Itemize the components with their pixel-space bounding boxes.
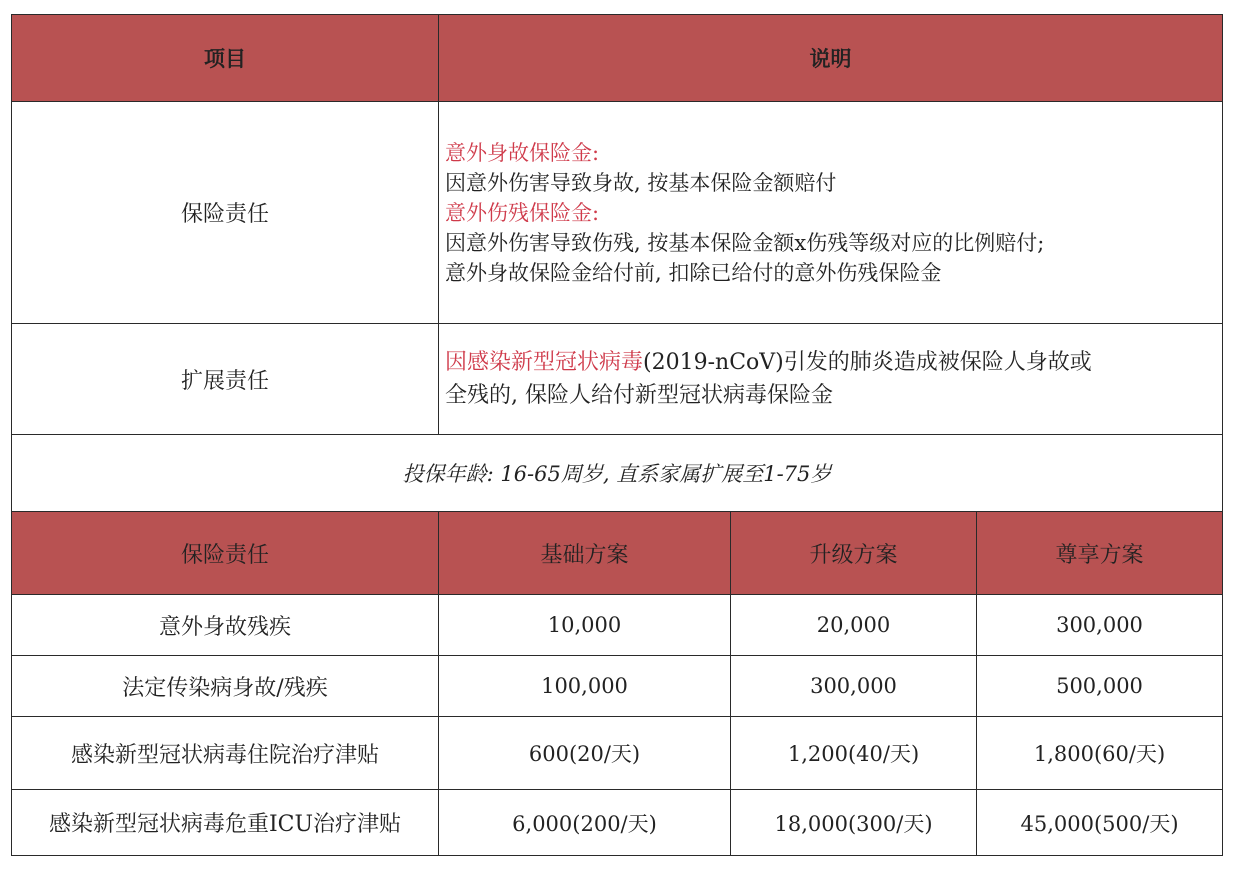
insurance-sheet bbox=[11, 14, 1222, 856]
plan-cell: 6,000(200/天) bbox=[439, 790, 731, 856]
plan-cell: 300,000 bbox=[731, 656, 977, 717]
extension-line-2: 全残的, 保险人给付新型冠状病毒保险金 bbox=[445, 383, 833, 408]
coverage-table bbox=[11, 14, 1223, 512]
plan-row bbox=[12, 717, 1223, 790]
plan-header-basic: 基础方案 bbox=[439, 512, 731, 595]
plan-header-liability: 保险责任 bbox=[12, 512, 439, 595]
plan-header-row bbox=[12, 512, 1223, 595]
plan-cell: 45,000(500/天) bbox=[977, 790, 1223, 856]
age-note: 投保年龄: 16-65周岁, 直系家属扩展至1-75岁 bbox=[12, 435, 1223, 512]
extension-line-1-rest: (2019-nCoV)引发的肺炎造成被保险人身故或 bbox=[643, 350, 1092, 375]
plan-cell: 感染新型冠状病毒住院治疗津贴 bbox=[12, 717, 439, 790]
coverage-row-liability bbox=[12, 102, 1223, 324]
plan-cell: 300,000 bbox=[977, 595, 1223, 656]
extension-red-prefix: 因感染新型冠状病毒 bbox=[445, 350, 644, 375]
desc-line-2: 因意外伤害导致身故, 按基本保险金额赔付 bbox=[445, 170, 837, 195]
plan-cell: 法定传染病身故/残疾 bbox=[12, 656, 439, 717]
plan-cell: 600(20/天) bbox=[439, 717, 731, 790]
plan-table bbox=[11, 511, 1223, 856]
coverage-row-extension bbox=[12, 324, 1223, 435]
coverage-header-row bbox=[12, 15, 1223, 102]
plan-row bbox=[12, 790, 1223, 856]
plan-cell: 1,800(60/天) bbox=[977, 717, 1223, 790]
plan-cell: 1,200(40/天) bbox=[731, 717, 977, 790]
plan-cell: 感染新型冠状病毒危重ICU治疗津贴 bbox=[12, 790, 439, 856]
plan-row bbox=[12, 656, 1223, 717]
plan-cell: 100,000 bbox=[439, 656, 731, 717]
plan-cell: 20,000 bbox=[731, 595, 977, 656]
plan-header-upgrade: 升级方案 bbox=[731, 512, 977, 595]
desc-line-1: 意外身故保险金: bbox=[445, 140, 600, 165]
desc-line-5: 意外身故保险金给付前, 扣除已给付的意外伤残保险金 bbox=[445, 260, 942, 285]
age-note-row bbox=[12, 435, 1223, 512]
plan-row bbox=[12, 595, 1223, 656]
desc-line-4: 因意外伤害导致伤残, 按基本保险金额x伤残等级对应的比例赔付; bbox=[445, 230, 1045, 255]
extension-line-1 bbox=[445, 346, 1222, 379]
header-item: 项目 bbox=[12, 15, 439, 102]
header-desc: 说明 bbox=[439, 15, 1223, 102]
liability-desc bbox=[439, 102, 1223, 324]
plan-cell: 10,000 bbox=[439, 595, 731, 656]
plan-cell: 意外身故残疾 bbox=[12, 595, 439, 656]
extension-desc bbox=[439, 324, 1223, 435]
liability-label: 保险责任 bbox=[12, 102, 439, 324]
plan-cell: 18,000(300/天) bbox=[731, 790, 977, 856]
plan-cell: 500,000 bbox=[977, 656, 1223, 717]
extension-label: 扩展责任 bbox=[12, 324, 439, 435]
plan-header-premium: 尊享方案 bbox=[977, 512, 1223, 595]
desc-line-3: 意外伤残保险金: bbox=[445, 200, 600, 225]
